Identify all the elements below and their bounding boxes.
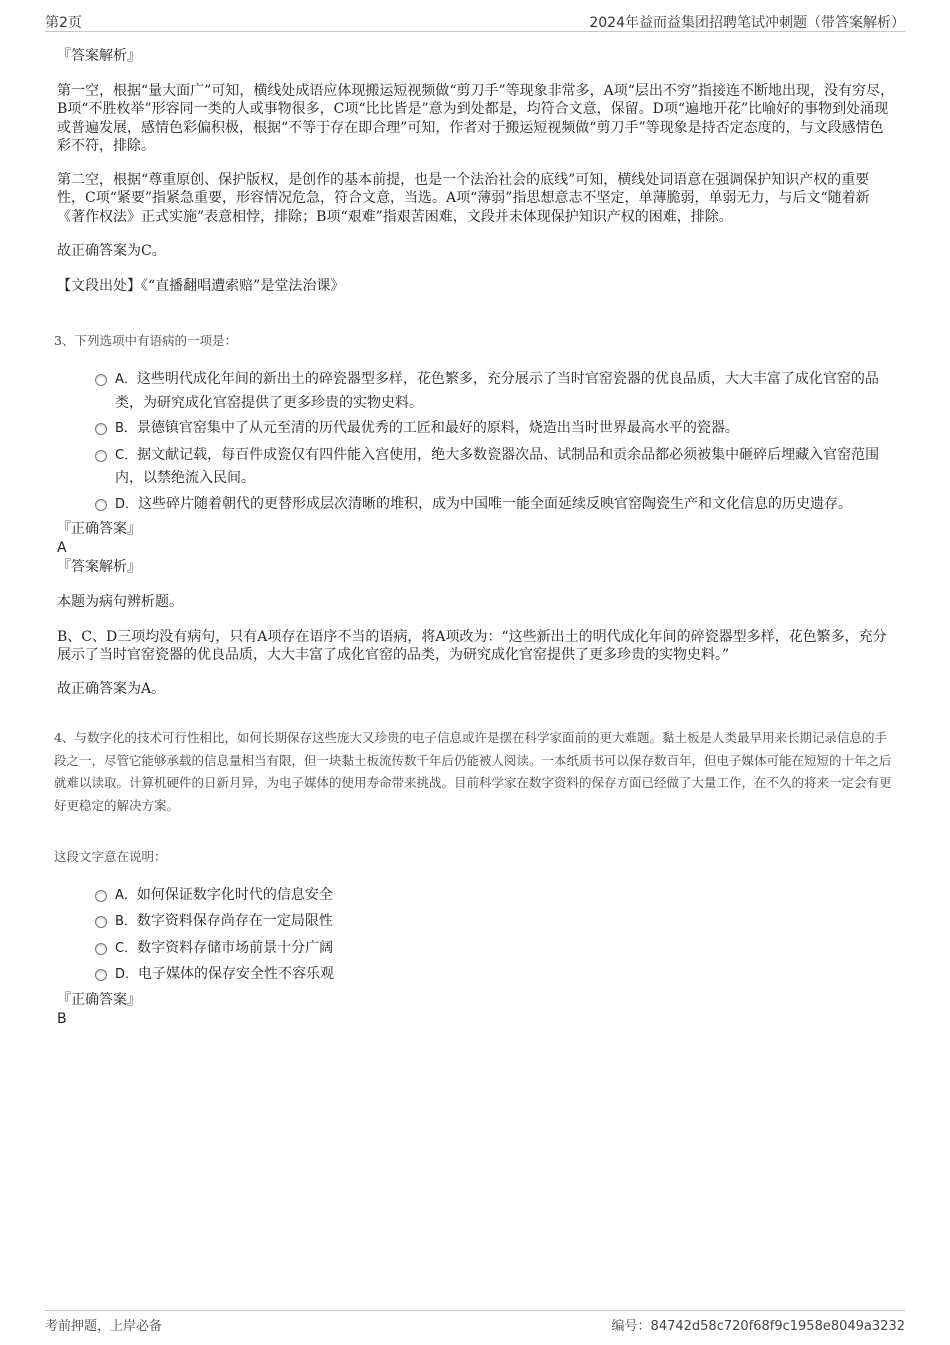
option-text: 据文献记载，每百件成瓷仅有四件能入宫使用，绝大多数瓷器次品、试制品和贡余品都必须被集中砸碎后埋藏入官窑范围内，以禁绝流入民间。 bbox=[115, 446, 880, 487]
q3-answer: A bbox=[57, 540, 67, 557]
q3-stem: 3、下列选项中有语病的一项是： bbox=[54, 333, 237, 349]
option-text: 电子媒体的保存安全性不容乐观 bbox=[138, 966, 335, 983]
option-text: 如何保证数字化时代的信息安全 bbox=[136, 886, 333, 903]
radio-button-icon[interactable] bbox=[95, 423, 107, 435]
q4-stem: 这段文字意在说明： bbox=[54, 848, 167, 864]
page-number: 第2页 bbox=[45, 15, 82, 31]
q4-option-b[interactable] bbox=[95, 910, 897, 934]
q3-analysis-label: 『答案解析』 bbox=[57, 559, 141, 576]
q2-analysis-label: 『答案解析』 bbox=[57, 48, 141, 64]
q2-analysis-paragraph-2: 第二空，根据“尊重原创、保护版权，是创作的基本前提，也是一个法治社会的底线”可知，横线处词语意在强调保护知识产权的重要性，C项“紧要”指紧急重要，形容情况危急，符合文意，当选。A项“薄弱”指思想意志不坚定，单薄脆弱，单弱无力，与后文“随着新《著作权法》正式实施”表意相悖，排除；B项“艰难”指艰苦困难，文段并未体现保护知识产权的困难，排除。 bbox=[57, 172, 870, 225]
page-footer bbox=[45, 1310, 905, 1334]
q4-passage: 4、与数字化的技术可行性相比，如何长期保存这些庞大又珍贵的电子信息或许是摆在科学家面前的更大难题。黏土板是人类最早用来长期记录信息的手段之一，尽管它能够承载的信息量相当有限，但一块黏土板流传数千年后仍能被人阅读。一本纸质书可以保存数百年，但电子媒体可能在短短的十年之后就难以读取。计算机硬件的日新月异，为电子媒体的使用寿命带来挑战。目前科学家在数字资料的保存方面已经做了大量工作，在不久的将来一定会有更好更稳定的解决方案。 bbox=[54, 730, 892, 813]
radio-button-icon[interactable] bbox=[95, 450, 107, 462]
footer-code-label: 编号： bbox=[611, 1319, 651, 1334]
option-letter: A． bbox=[115, 887, 137, 903]
radio-button-icon[interactable] bbox=[95, 943, 107, 955]
radio-button-icon[interactable] bbox=[95, 374, 107, 386]
footer-slogan: 考前押题，上岸必备 bbox=[45, 1319, 163, 1334]
document-title: 2024年益而益集团招聘笔试冲刺题（带答案解析） bbox=[589, 15, 905, 31]
q2-source: 【文段出处】《“直播翻唱遭索赔”是堂法治课》 bbox=[57, 278, 345, 295]
option-letter: B． bbox=[115, 421, 137, 437]
option-letter: A． bbox=[115, 372, 137, 388]
q4-option-a[interactable] bbox=[95, 884, 897, 908]
q3-analysis-paragraph-2: B、C、D三项均没有病句，只有A项存在语序不当的语病，将A项改为：“这些新出土的明代成化年间的碎瓷器型多样，花色繁多，充分展示了当时官窑瓷器的优良品质，大大丰富了成化官窑的品类，为研究成化官窑提供了更多珍贵的实物史料。” bbox=[57, 628, 887, 663]
q4-answer: B bbox=[57, 1010, 67, 1027]
q2-analysis-paragraph-1: 第一空，根据“量大面广”可知，横线处成语应体现搬运短视频做“剪刀手”等现象非常多，A项“层出不穷”指接连不断地出现，没有穷尽，B项“不胜枚举”形容同一类的人或事物很多，C项“比比皆是”意为到处都是，均符合文意，保留。D项“遍地开花”比喻好的事物到处涌现或普遍发展，感情色彩偏积极，根据“不等于存在即合理”可知，作者对于搬运短视频做“剪刀手”等现象是持否定态度的，与文段感情色彩不符，排除。 bbox=[57, 83, 895, 154]
q3-option-d[interactable] bbox=[95, 493, 897, 517]
option-letter: B． bbox=[115, 914, 137, 930]
q3-answer-label: 『正确答案』 bbox=[57, 521, 141, 538]
page-header bbox=[45, 0, 905, 32]
q3-analysis-paragraph-1: 本题为病句辨析题。 bbox=[57, 594, 183, 611]
q4-option-c[interactable] bbox=[95, 937, 897, 961]
q4-options bbox=[95, 884, 897, 987]
option-letter: C． bbox=[115, 447, 138, 463]
q3-option-a[interactable] bbox=[95, 368, 897, 414]
page-content bbox=[54, 46, 897, 1028]
option-letter: D． bbox=[115, 496, 139, 512]
q3-conclusion: 故正确答案为A。 bbox=[57, 681, 166, 698]
q3-options bbox=[95, 368, 897, 516]
q4-option-d[interactable] bbox=[95, 963, 897, 987]
option-text: 这些明代成化年间的新出土的碎瓷器型多样，花色繁多，充分展示了当时官窑瓷器的优良品质，大大丰富了成化官窑的品类，为研究成化官窑提供了更多珍贵的实物史料。 bbox=[115, 371, 879, 411]
option-text: 这些碎片随着朝代的更替形成层次清晰的堆积，成为中国唯一能全面延续反映官窑陶瓷生产和文化信息的历史遗存。 bbox=[138, 495, 853, 512]
q3-option-c[interactable] bbox=[95, 444, 897, 490]
radio-button-icon[interactable] bbox=[95, 969, 107, 981]
option-text: 数字资料存储市场前景十分广阔 bbox=[137, 939, 334, 956]
footer-code-value: 84742d58c720f68f9c1958e8049a3232 bbox=[650, 1319, 905, 1334]
q2-conclusion: 故正确答案为C。 bbox=[57, 243, 166, 260]
radio-button-icon[interactable] bbox=[95, 499, 107, 511]
option-letter: D． bbox=[115, 967, 139, 983]
footer-code bbox=[612, 1315, 905, 1334]
option-text: 景德镇官窑集中了从元至清的历代最优秀的工匠和最好的原料，烧造出当时世界最高水平的瓷器。 bbox=[136, 420, 739, 437]
option-letter: C． bbox=[115, 940, 138, 956]
option-text: 数字资料保存尚存在一定局限性 bbox=[136, 913, 333, 930]
radio-button-icon[interactable] bbox=[95, 890, 107, 902]
q3-option-b[interactable] bbox=[95, 417, 897, 441]
q4-answer-label: 『正确答案』 bbox=[57, 991, 141, 1008]
radio-button-icon[interactable] bbox=[95, 916, 107, 928]
